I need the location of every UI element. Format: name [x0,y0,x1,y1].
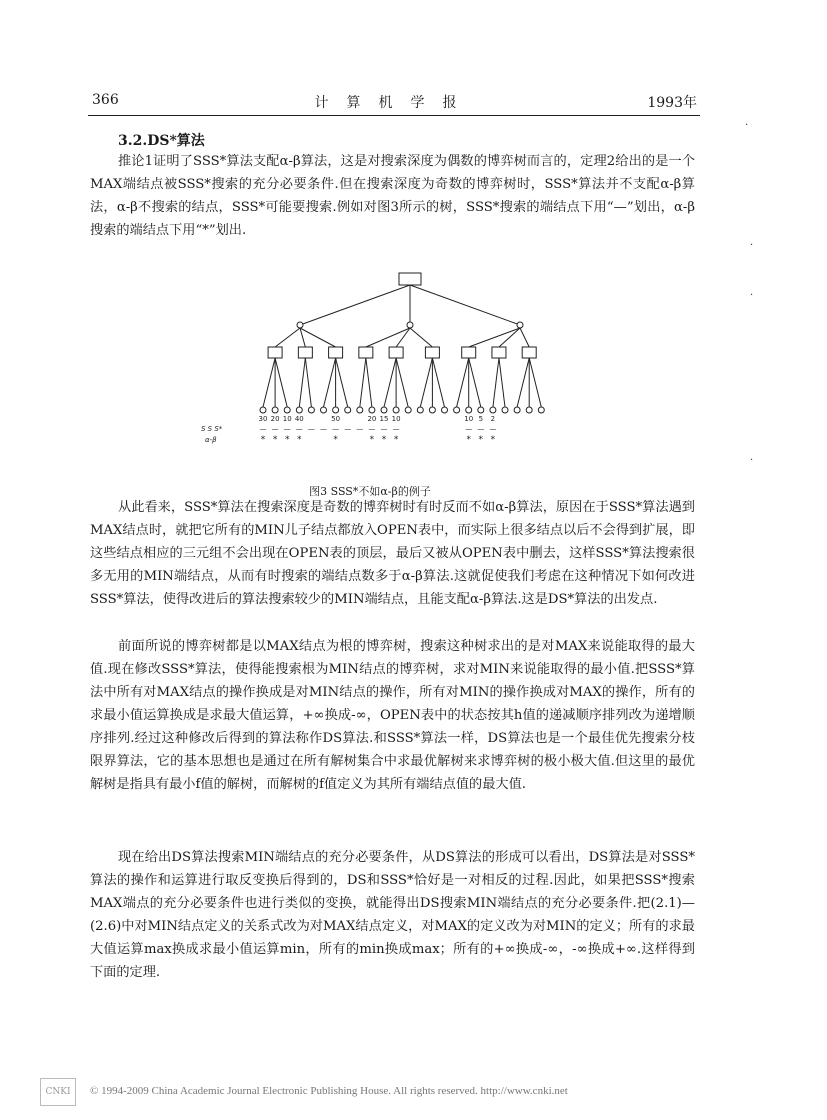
min-node [407,322,413,328]
alphabeta-search-mark: * [478,435,484,445]
tree-edge [420,358,432,407]
leaf-value-label: 30 [258,415,268,423]
leaf-min-node [381,407,387,413]
sss-search-mark: — [295,425,303,433]
leaf-min-node [333,407,339,413]
leaf-min-node [357,407,363,413]
tree-edge [275,358,287,407]
leaf-value-label: 20 [367,415,377,423]
figure-caption: 图3 SSS*不如α-β的例子 [309,485,431,498]
leaf-min-node [417,407,423,413]
leaf-min-node [442,407,448,413]
max-node [268,347,282,358]
sss-search-mark: — [307,425,315,433]
max-node [425,347,439,358]
tree-edge [457,358,469,407]
leaf-value-label: 10 [282,415,292,423]
tree-edge [324,358,336,407]
sss-search-mark: — [392,425,400,433]
leaf-min-node [490,407,496,413]
sss-search-mark: — [380,425,388,433]
copyright-footer: © 1994-2009 China Academic Journal Electronic Publishing House. All rights reserved. http://www.cnki.net [90,1085,568,1097]
leaf-value-label: 5 [478,415,484,423]
alphabeta-search-mark: * [393,435,399,445]
tree-edge [396,358,408,407]
max-node [329,347,343,358]
journal-name: 计算机学报 [314,95,475,111]
margin-mark: · [750,240,754,251]
max-node [389,347,403,358]
leaf-value-label: 40 [294,415,304,423]
leaf-min-node [454,407,460,413]
paragraph-3: 前面所说的博弈树都是以MAX结点为根的博弈树，搜索这种树求出的是对MAX来说能取得的最大值.现在修改SSS*算法，使得能搜索根为MIN结点的博弈树，求对MIN来说能取得的最小值.把SSS*算法中所有对MAX结点的操作换成是对MIN结点的操作，所有对MIN的操作换成对MAX的操作，所有的求最小值运算换成是求最大值运算，+∞换成-∞，OPEN表中的状态按其h值的递减顺序排列改为递增顺序排列.经过这种修改后得到的算法称作DS算法.和SSS*算法一样，DS算法也是一个最佳优先搜索分枝限界算法，它的基本思想也是通过在所有解树集合中求最优解树来求博弈树的极小极大值.但这里的最优解树是指具有最小f值的解树，而解树的f值定义为其所有端结点值的最大值. [90,639,695,792]
max-node [298,347,312,358]
tree-edge [360,358,366,407]
leaf-min-node [405,407,411,413]
alphabeta-search-mark: * [297,435,302,445]
leaf-min-node [321,407,327,413]
tree-edge [499,328,520,347]
leaf-min-node [345,407,351,413]
tree-edge [299,358,305,407]
game-tree-figure [195,268,555,458]
leaf-value-label: 15 [379,415,389,423]
leaf-min-node [296,407,302,413]
paragraph-1: 推论1证明了SSS*算法支配α-β算法，这是对搜索深度为偶数的博弈树而言的，定理2给出的是一个MAX端结点被SSS*搜索的充分必要条件.但在搜索深度为奇数的博弈树时，SSS*算法并不支配α-β算法，α-β不搜索的结点，SSS*可能要搜索.例如对图3所示的树，SSS*搜索的端结点下用“—”划出，α-β搜索的端结点下用“*”划出. [90,154,695,238]
leaf-min-node [514,407,520,413]
sss-search-mark: — [477,425,485,433]
alphabeta-search-mark: * [369,435,375,445]
leaf-min-node [260,407,266,413]
sss-search-mark: — [271,425,279,433]
leaf-value-label: 2 [490,415,496,423]
leaf-min-node [502,407,508,413]
sss-search-mark: — [489,425,497,433]
sss-search-mark: — [320,425,327,433]
publisher-logo: CNKI [40,1078,76,1106]
alphabeta-search-mark: * [466,435,471,445]
sss-search-mark: — [368,425,376,433]
sss-row-label: S S S* [201,425,223,433]
paragraph-4: 现在给出DS算法搜索MIN端结点的充分必要条件，从DS算法的形成可以看出，DS算法是对SSS*算法的操作和运算进行取反变换后得到的，DS和SSS*恰好是一对相反的过程.因此，如果把SSS*搜索MAX端点的充分必要条件也进行类似的变换，就能得出DS搜索MIN端结点的充分必要条件.把(2.1)—(2.6)中对MIN结点定义的关系式改为对MAX结点定义，对MAX的定义改为对MIN的定义；所有的求最大值运算max换成求最小值运算min，所有的min换成max；所有的+∞换成-∞，-∞换成+∞.这样得到下面的定理. [90,850,695,980]
leaf-min-node [538,407,544,413]
tree-edge [410,328,432,347]
publication-year: 1993年 [647,95,697,111]
min-node [517,322,523,328]
section-heading: 3.2.DS*算法 [118,133,205,149]
page-number: 366 [92,92,119,108]
alphabeta-row-label: α-β [205,436,217,444]
leaf-value-label: 10 [391,415,401,423]
tree-edge [366,358,372,407]
leaf-min-node [526,407,532,413]
sss-search-mark: — [283,425,291,433]
alphabeta-search-mark: * [333,435,338,445]
leaf-min-node [369,407,375,413]
tree-edge [275,328,300,347]
alphabeta-search-mark: * [272,435,278,445]
min-node [297,322,303,328]
leaf-value-label: 10 [464,415,474,423]
max-node [462,347,476,358]
tree-edge [410,285,520,325]
tree-edge [529,358,541,407]
margin-mark: · [745,120,749,131]
max-node [522,347,536,358]
max-node [359,347,373,358]
leaf-min-node [478,407,484,413]
alphabeta-search-mark: * [260,435,266,445]
sss-search-mark: — [356,425,364,433]
leaf-value-label: 20 [270,415,280,423]
alphabeta-search-mark: * [284,435,290,445]
tree-edge [300,285,410,325]
running-header [92,92,697,110]
header-rule [88,115,700,116]
margin-mark: · [750,455,754,466]
leaf-min-node [272,407,278,413]
leaf-min-node [466,407,472,413]
sss-search-mark: — [332,425,340,433]
sss-search-mark: — [259,425,267,433]
leaf-min-node [429,407,435,413]
leaf-value-label: 50 [331,415,341,423]
tree-edge [520,328,529,347]
tree-edge [469,358,481,407]
sss-search-mark: — [344,425,352,433]
paragraph-2: 从此看来，SSS*算法在搜索深度是奇数的博弈树时有时反而不如α-β算法，原因在于SSS*算法遇到MAX结点时，就把它所有的MIN儿子结点都放入OPEN表中，而实际上很多结点以后不会得到扩展，即这些结点相应的三元组不会出现在OPEN表的顶层，最后又被从OPEN表中删去，这样SSS*算法搜索很多无用的MIN端结点，从而有时搜索的端结点数多于α-β算法.这就促使我们考虑在这种情况下如何改进SSS*算法，使得改进后的算法搜索较少的MIN端结点，且能支配α-β算法.这是DS*算法的出发点. [90,500,695,607]
margin-mark: · [750,290,754,301]
tree-edge [469,328,520,347]
tree-edge [517,358,529,407]
root-max-node [399,273,421,285]
tree-edge [493,358,499,407]
leaf-min-node [308,407,314,413]
sss-search-mark: — [465,425,473,433]
tree-edge [263,358,275,407]
max-node [492,347,506,358]
leaf-min-node [284,407,290,413]
tree-edge [499,358,505,407]
alphabeta-search-mark: * [381,435,387,445]
tree-edge [336,358,348,407]
alphabeta-search-mark: * [490,435,496,445]
leaf-min-node [393,407,399,413]
tree-edge [305,358,311,407]
tree-edge [384,358,396,407]
tree-edge [300,328,336,347]
tree-edge [432,358,444,407]
